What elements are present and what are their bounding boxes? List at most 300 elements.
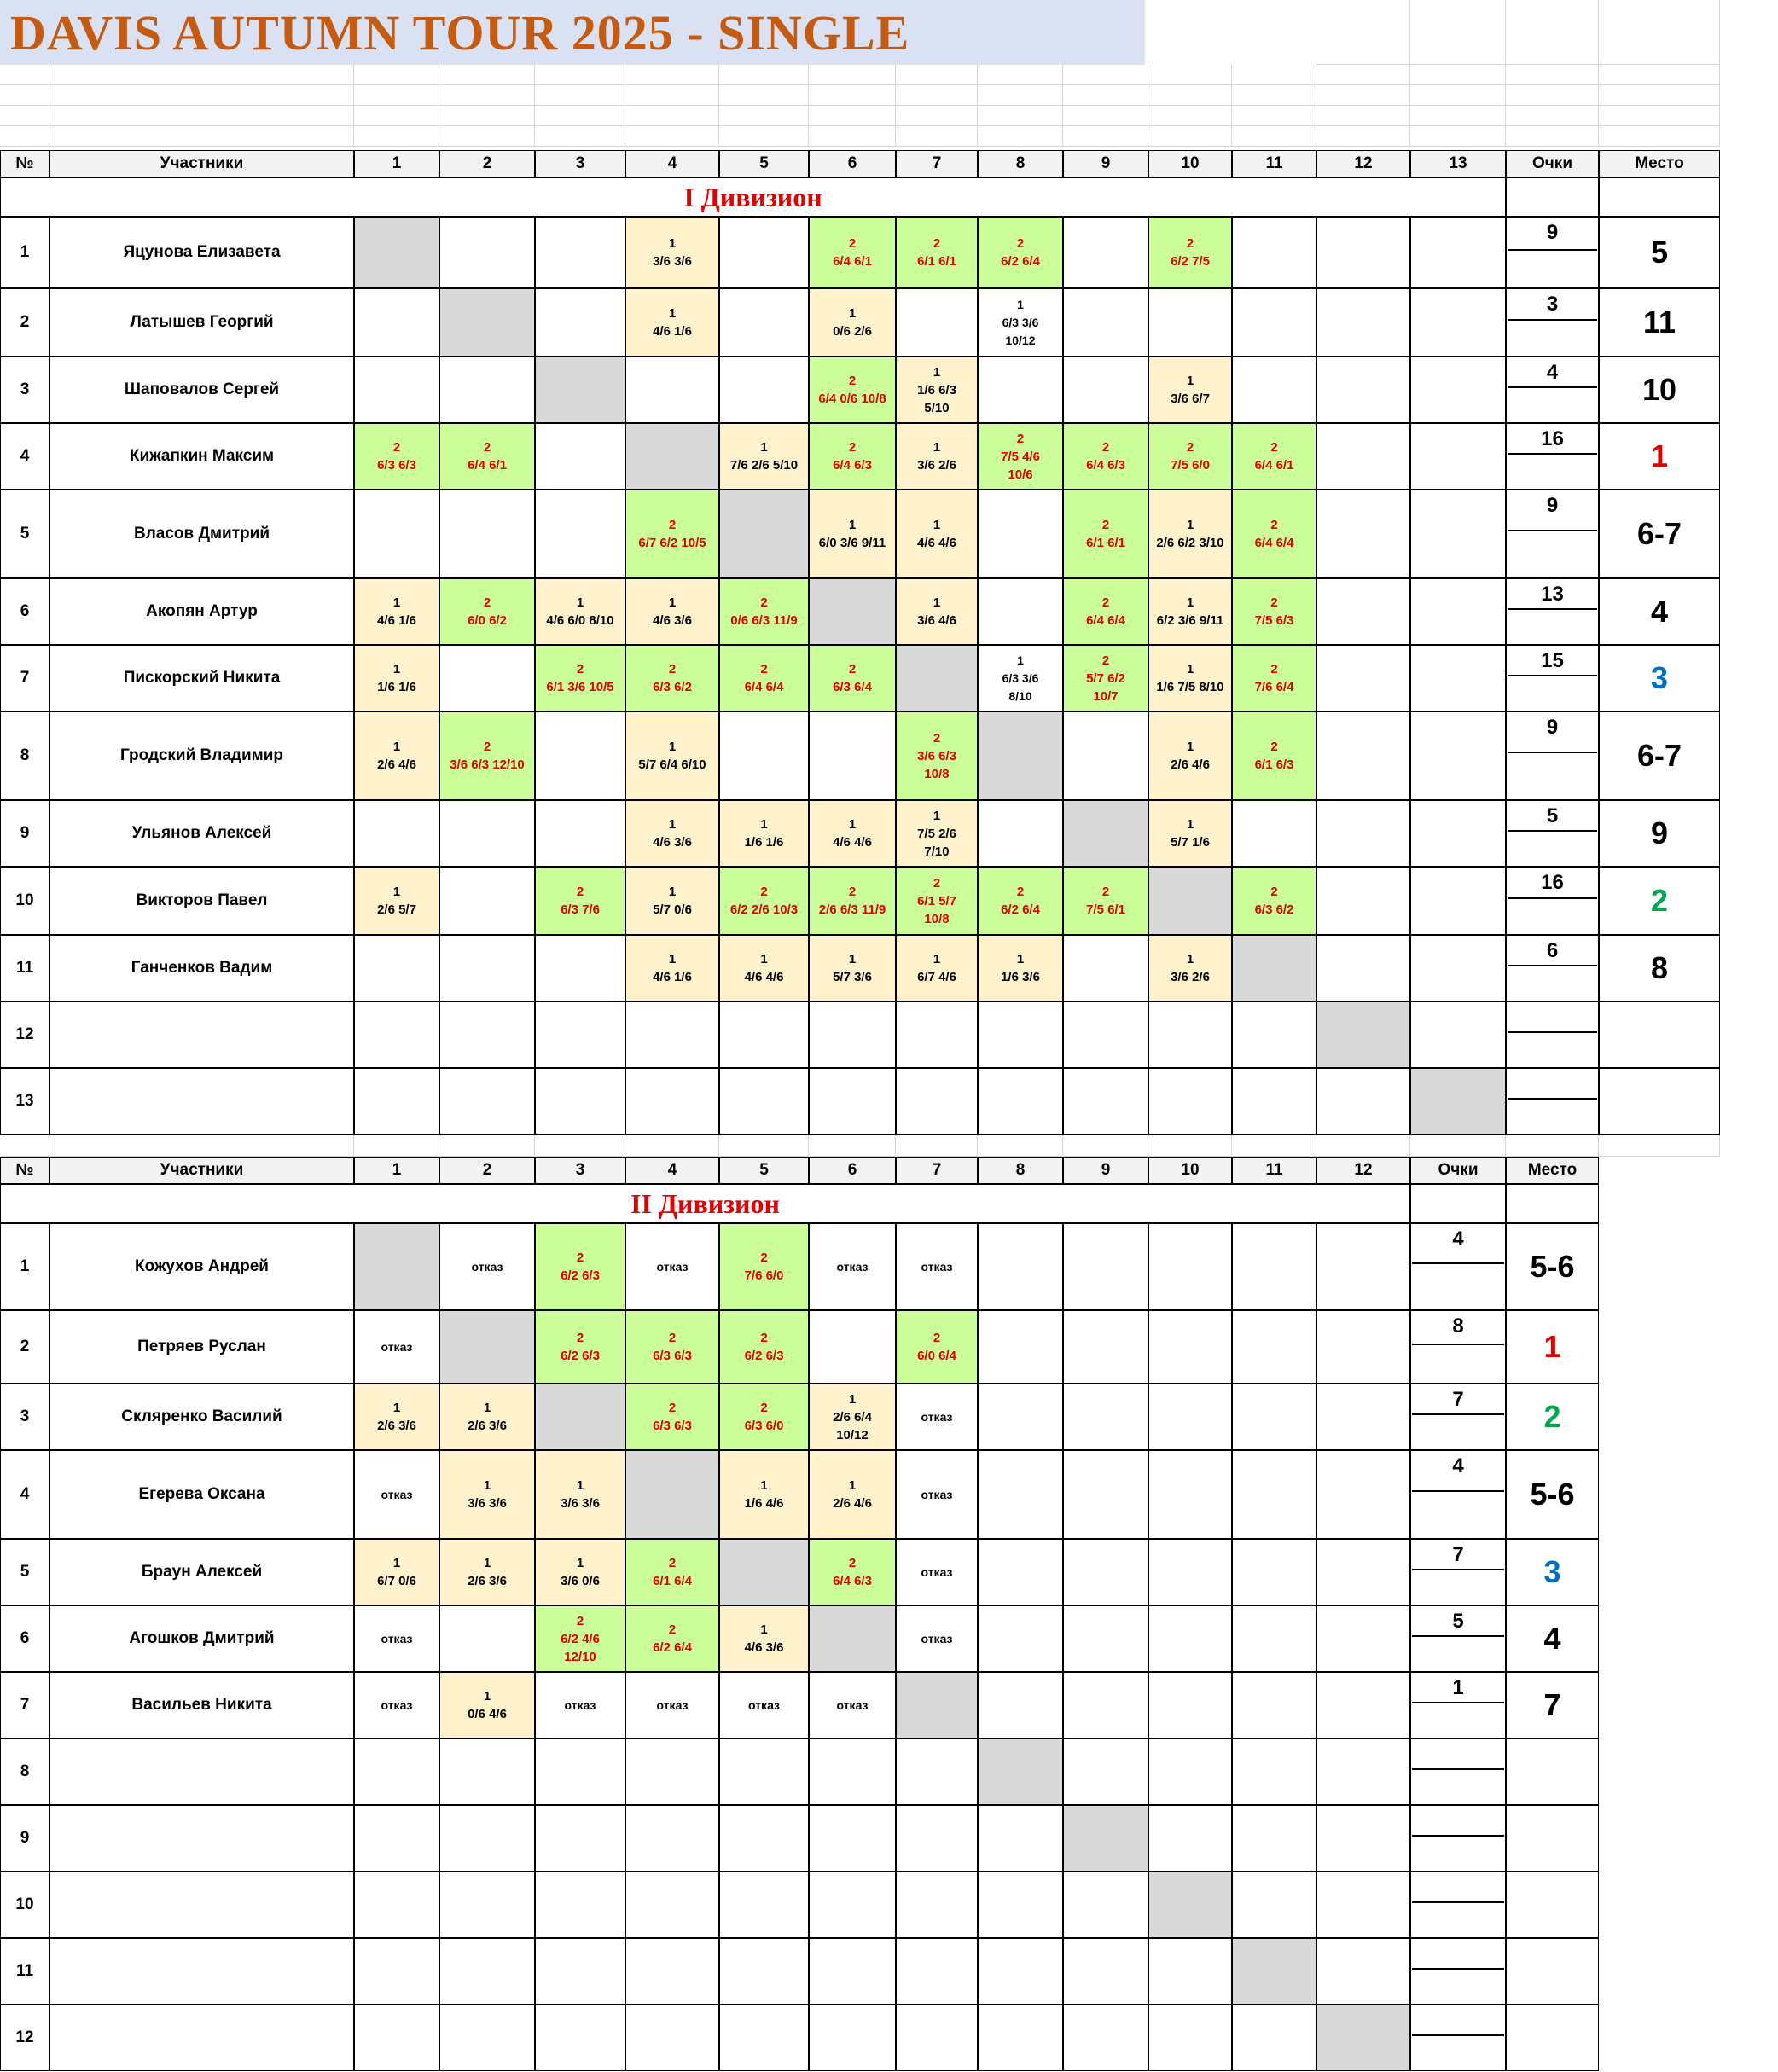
empty-cell[interactable] bbox=[1316, 578, 1410, 645]
empty-cell[interactable] bbox=[978, 1310, 1063, 1384]
empty-cell[interactable] bbox=[896, 2005, 978, 2071]
grid-cell[interactable] bbox=[1232, 85, 1316, 106]
match-result-cell[interactable] bbox=[809, 423, 896, 490]
match-result-cell[interactable] bbox=[896, 711, 978, 800]
empty-cell[interactable] bbox=[719, 1938, 809, 2005]
empty-cell[interactable] bbox=[1063, 288, 1148, 357]
match-result-cell[interactable] bbox=[535, 867, 625, 935]
empty-cell[interactable] bbox=[439, 357, 535, 423]
empty-cell[interactable] bbox=[625, 1738, 719, 1805]
grid-cell[interactable] bbox=[354, 85, 439, 106]
grid-cell[interactable] bbox=[1148, 126, 1232, 147]
grid-cell[interactable] bbox=[1410, 85, 1506, 106]
walkover-cell[interactable]: отказ bbox=[896, 1450, 978, 1539]
match-result-cell[interactable] bbox=[809, 645, 896, 711]
match-result-cell[interactable] bbox=[1232, 867, 1316, 935]
match-result-cell[interactable] bbox=[354, 1539, 439, 1605]
match-result-cell[interactable] bbox=[1148, 217, 1232, 288]
match-result-cell[interactable] bbox=[1063, 645, 1148, 711]
grid-cell[interactable] bbox=[978, 1135, 1063, 1157]
empty-cell[interactable] bbox=[535, 217, 625, 288]
match-result-cell[interactable] bbox=[439, 1672, 535, 1738]
match-result-cell[interactable] bbox=[809, 867, 896, 935]
empty-cell[interactable] bbox=[1148, 1068, 1232, 1135]
empty-cell[interactable] bbox=[978, 1938, 1063, 2005]
grid-cell[interactable] bbox=[49, 85, 354, 106]
grid-cell[interactable] bbox=[1506, 106, 1599, 126]
grid-cell[interactable] bbox=[0, 126, 49, 147]
empty-cell[interactable] bbox=[1232, 1539, 1316, 1605]
empty-cell[interactable] bbox=[1063, 711, 1148, 800]
empty-cell[interactable] bbox=[1063, 1223, 1148, 1310]
empty-cell[interactable] bbox=[1232, 1310, 1316, 1384]
grid-cell[interactable] bbox=[439, 85, 535, 106]
grid-cell[interactable] bbox=[354, 106, 439, 126]
grid-cell[interactable] bbox=[1316, 106, 1410, 126]
empty-cell[interactable] bbox=[1316, 1605, 1410, 1672]
empty-cell[interactable] bbox=[354, 357, 439, 423]
empty-cell[interactable] bbox=[978, 1450, 1063, 1539]
empty-cell[interactable] bbox=[1410, 645, 1506, 711]
match-result-cell[interactable] bbox=[896, 1310, 978, 1384]
empty-cell[interactable] bbox=[439, 2005, 535, 2071]
empty-cell[interactable] bbox=[1316, 800, 1410, 867]
match-result-cell[interactable] bbox=[1232, 490, 1316, 578]
empty-cell[interactable] bbox=[1232, 1450, 1316, 1539]
match-result-cell[interactable] bbox=[1063, 578, 1148, 645]
match-result-cell[interactable] bbox=[439, 1384, 535, 1450]
empty-cell[interactable] bbox=[354, 1938, 439, 2005]
empty-cell[interactable] bbox=[1232, 1605, 1316, 1672]
match-result-cell[interactable] bbox=[719, 935, 809, 1001]
grid-cell[interactable] bbox=[354, 65, 439, 85]
walkover-cell[interactable]: отказ bbox=[896, 1539, 978, 1605]
walkover-cell[interactable]: отказ bbox=[896, 1223, 978, 1310]
empty-cell[interactable] bbox=[1232, 1672, 1316, 1738]
empty-cell[interactable] bbox=[978, 1605, 1063, 1672]
empty-cell[interactable] bbox=[354, 2005, 439, 2071]
empty-cell[interactable] bbox=[1063, 2005, 1148, 2071]
empty-cell[interactable] bbox=[1148, 1605, 1232, 1672]
empty-cell[interactable] bbox=[439, 1938, 535, 2005]
empty-cell[interactable] bbox=[896, 1738, 978, 1805]
empty-cell[interactable] bbox=[809, 1872, 896, 1938]
grid-cell[interactable] bbox=[354, 126, 439, 147]
grid-cell[interactable] bbox=[1599, 126, 1720, 147]
empty-cell[interactable] bbox=[625, 1068, 719, 1135]
empty-cell[interactable] bbox=[625, 1872, 719, 1938]
empty-cell[interactable] bbox=[978, 1068, 1063, 1135]
empty-cell[interactable] bbox=[354, 1001, 439, 1068]
grid-cell[interactable] bbox=[896, 106, 978, 126]
walkover-cell[interactable]: отказ bbox=[439, 1223, 535, 1310]
grid-cell[interactable] bbox=[1316, 126, 1410, 147]
grid-cell[interactable] bbox=[1410, 126, 1506, 147]
grid-cell[interactable] bbox=[0, 106, 49, 126]
grid-cell[interactable] bbox=[625, 1135, 719, 1157]
empty-cell[interactable] bbox=[1148, 1384, 1232, 1450]
match-result-cell[interactable] bbox=[896, 490, 978, 578]
walkover-cell[interactable]: отказ bbox=[809, 1223, 896, 1310]
grid-cell[interactable] bbox=[809, 106, 896, 126]
match-result-cell[interactable] bbox=[809, 217, 896, 288]
match-result-cell[interactable] bbox=[719, 800, 809, 867]
match-result-cell[interactable] bbox=[719, 423, 809, 490]
empty-cell[interactable] bbox=[1148, 288, 1232, 357]
grid-cell[interactable] bbox=[1232, 126, 1316, 147]
grid-cell[interactable] bbox=[1148, 106, 1232, 126]
empty-cell[interactable] bbox=[1232, 217, 1316, 288]
empty-cell[interactable] bbox=[535, 1738, 625, 1805]
match-result-cell[interactable] bbox=[625, 1539, 719, 1605]
grid-cell[interactable] bbox=[1148, 65, 1232, 85]
match-result-cell[interactable] bbox=[439, 423, 535, 490]
empty-cell[interactable] bbox=[896, 1805, 978, 1872]
match-result-cell[interactable] bbox=[625, 490, 719, 578]
grid-cell[interactable] bbox=[625, 65, 719, 85]
match-result-cell[interactable] bbox=[535, 1310, 625, 1384]
empty-cell[interactable] bbox=[978, 357, 1063, 423]
empty-cell[interactable] bbox=[1063, 1605, 1148, 1672]
empty-cell[interactable] bbox=[1232, 357, 1316, 423]
empty-cell[interactable] bbox=[1410, 288, 1506, 357]
empty-cell[interactable] bbox=[719, 2005, 809, 2071]
empty-cell[interactable] bbox=[439, 1068, 535, 1135]
empty-cell[interactable] bbox=[719, 288, 809, 357]
empty-cell[interactable] bbox=[978, 2005, 1063, 2071]
empty-cell[interactable] bbox=[896, 1068, 978, 1135]
grid-cell[interactable] bbox=[809, 85, 896, 106]
grid-cell[interactable] bbox=[1599, 65, 1720, 85]
match-result-cell[interactable] bbox=[809, 490, 896, 578]
walkover-cell[interactable]: отказ bbox=[354, 1605, 439, 1672]
empty-cell[interactable] bbox=[809, 1001, 896, 1068]
grid-cell[interactable] bbox=[719, 126, 809, 147]
walkover-cell[interactable]: отказ bbox=[354, 1450, 439, 1539]
match-result-cell[interactable] bbox=[809, 1539, 896, 1605]
match-result-cell[interactable] bbox=[1148, 711, 1232, 800]
grid-cell[interactable] bbox=[1410, 0, 1506, 65]
grid-cell[interactable] bbox=[1063, 126, 1148, 147]
grid-cell[interactable] bbox=[1410, 65, 1506, 85]
empty-cell[interactable] bbox=[1148, 1672, 1232, 1738]
grid-cell[interactable] bbox=[719, 1135, 809, 1157]
match-result-cell[interactable] bbox=[1063, 423, 1148, 490]
match-result-cell[interactable] bbox=[625, 867, 719, 935]
match-result-cell[interactable] bbox=[896, 935, 978, 1001]
empty-cell[interactable] bbox=[1063, 1068, 1148, 1135]
grid-cell[interactable] bbox=[978, 65, 1063, 85]
grid-cell[interactable] bbox=[49, 106, 354, 126]
empty-cell[interactable] bbox=[1148, 1938, 1232, 2005]
match-result-cell[interactable] bbox=[809, 1384, 896, 1450]
empty-cell[interactable] bbox=[354, 1805, 439, 1872]
empty-cell[interactable] bbox=[1063, 1938, 1148, 2005]
empty-cell[interactable] bbox=[809, 711, 896, 800]
empty-cell[interactable] bbox=[1232, 1805, 1316, 1872]
empty-cell[interactable] bbox=[1316, 1872, 1410, 1938]
empty-cell[interactable] bbox=[719, 1001, 809, 1068]
match-result-cell[interactable] bbox=[809, 800, 896, 867]
empty-cell[interactable] bbox=[719, 357, 809, 423]
empty-cell[interactable] bbox=[719, 711, 809, 800]
empty-cell[interactable] bbox=[1063, 1539, 1148, 1605]
grid-cell[interactable] bbox=[809, 1135, 896, 1157]
grid-cell[interactable] bbox=[1599, 106, 1720, 126]
empty-cell[interactable] bbox=[1410, 867, 1506, 935]
empty-cell[interactable] bbox=[1316, 1223, 1410, 1310]
empty-cell[interactable] bbox=[809, 1805, 896, 1872]
empty-cell[interactable] bbox=[896, 1872, 978, 1938]
empty-cell[interactable] bbox=[1232, 1001, 1316, 1068]
grid-cell[interactable] bbox=[439, 126, 535, 147]
grid-cell[interactable] bbox=[896, 65, 978, 85]
empty-cell[interactable] bbox=[1316, 935, 1410, 1001]
empty-cell[interactable] bbox=[1063, 1001, 1148, 1068]
grid-cell[interactable] bbox=[1316, 85, 1410, 106]
empty-cell[interactable] bbox=[1063, 1310, 1148, 1384]
empty-cell[interactable] bbox=[354, 490, 439, 578]
empty-cell[interactable] bbox=[1148, 1310, 1232, 1384]
match-result-cell[interactable] bbox=[978, 645, 1063, 711]
match-result-cell[interactable] bbox=[625, 711, 719, 800]
match-result-cell[interactable] bbox=[1232, 423, 1316, 490]
match-result-cell[interactable] bbox=[1148, 423, 1232, 490]
grid-cell[interactable] bbox=[719, 65, 809, 85]
grid-cell[interactable] bbox=[49, 126, 354, 147]
empty-cell[interactable] bbox=[978, 1384, 1063, 1450]
grid-cell[interactable] bbox=[1599, 0, 1720, 65]
match-result-cell[interactable] bbox=[354, 645, 439, 711]
match-result-cell[interactable] bbox=[625, 1605, 719, 1672]
empty-cell[interactable] bbox=[1148, 1450, 1232, 1539]
grid-cell[interactable] bbox=[439, 1135, 535, 1157]
empty-cell[interactable] bbox=[439, 1001, 535, 1068]
empty-cell[interactable] bbox=[535, 2005, 625, 2071]
grid-cell[interactable] bbox=[1599, 85, 1720, 106]
empty-cell[interactable] bbox=[809, 1310, 896, 1384]
empty-cell[interactable] bbox=[1148, 2005, 1232, 2071]
grid-cell[interactable] bbox=[535, 85, 625, 106]
empty-cell[interactable] bbox=[625, 357, 719, 423]
grid-cell[interactable] bbox=[978, 106, 1063, 126]
empty-cell[interactable] bbox=[1410, 357, 1506, 423]
match-result-cell[interactable] bbox=[535, 1539, 625, 1605]
grid-cell[interactable] bbox=[535, 1135, 625, 1157]
empty-cell[interactable] bbox=[1316, 1384, 1410, 1450]
match-result-cell[interactable] bbox=[809, 935, 896, 1001]
empty-cell[interactable] bbox=[719, 1738, 809, 1805]
grid-cell[interactable] bbox=[1316, 1135, 1410, 1157]
empty-cell[interactable] bbox=[535, 288, 625, 357]
match-result-cell[interactable] bbox=[896, 217, 978, 288]
match-result-cell[interactable] bbox=[354, 867, 439, 935]
match-result-cell[interactable] bbox=[1148, 490, 1232, 578]
grid-cell[interactable] bbox=[896, 85, 978, 106]
match-result-cell[interactable] bbox=[625, 645, 719, 711]
match-result-cell[interactable] bbox=[1232, 578, 1316, 645]
grid-cell[interactable] bbox=[719, 106, 809, 126]
grid-cell[interactable] bbox=[978, 126, 1063, 147]
empty-cell[interactable] bbox=[625, 1938, 719, 2005]
empty-cell[interactable] bbox=[535, 490, 625, 578]
empty-cell[interactable] bbox=[896, 1001, 978, 1068]
grid-cell[interactable] bbox=[1506, 85, 1599, 106]
grid-cell[interactable] bbox=[535, 65, 625, 85]
empty-cell[interactable] bbox=[439, 645, 535, 711]
empty-cell[interactable] bbox=[1148, 1001, 1232, 1068]
empty-cell[interactable] bbox=[1232, 1384, 1316, 1450]
empty-cell[interactable] bbox=[354, 1872, 439, 1938]
grid-cell[interactable] bbox=[1506, 126, 1599, 147]
empty-cell[interactable] bbox=[1232, 1872, 1316, 1938]
walkover-cell[interactable]: отказ bbox=[625, 1672, 719, 1738]
grid-cell[interactable] bbox=[0, 65, 49, 85]
match-result-cell[interactable] bbox=[978, 423, 1063, 490]
grid-cell[interactable] bbox=[896, 1135, 978, 1157]
empty-cell[interactable] bbox=[1316, 1738, 1410, 1805]
empty-cell[interactable] bbox=[439, 490, 535, 578]
match-result-cell[interactable] bbox=[809, 357, 896, 423]
grid-cell[interactable] bbox=[896, 126, 978, 147]
match-result-cell[interactable] bbox=[354, 711, 439, 800]
match-result-cell[interactable] bbox=[719, 1450, 809, 1539]
empty-cell[interactable] bbox=[439, 217, 535, 288]
empty-cell[interactable] bbox=[354, 1068, 439, 1135]
empty-cell[interactable] bbox=[719, 217, 809, 288]
grid-cell[interactable] bbox=[1232, 1135, 1316, 1157]
match-result-cell[interactable] bbox=[809, 1450, 896, 1539]
match-result-cell[interactable] bbox=[625, 935, 719, 1001]
empty-cell[interactable] bbox=[535, 1001, 625, 1068]
empty-cell[interactable] bbox=[1232, 1068, 1316, 1135]
walkover-cell[interactable]: отказ bbox=[896, 1605, 978, 1672]
match-result-cell[interactable] bbox=[1063, 490, 1148, 578]
empty-cell[interactable] bbox=[978, 578, 1063, 645]
empty-cell[interactable] bbox=[978, 1539, 1063, 1605]
empty-cell[interactable] bbox=[809, 2005, 896, 2071]
match-result-cell[interactable] bbox=[354, 1384, 439, 1450]
empty-cell[interactable] bbox=[896, 1938, 978, 2005]
walkover-cell[interactable]: отказ bbox=[896, 1384, 978, 1450]
match-result-cell[interactable] bbox=[1232, 645, 1316, 711]
match-result-cell[interactable] bbox=[719, 578, 809, 645]
empty-cell[interactable] bbox=[719, 1805, 809, 1872]
match-result-cell[interactable] bbox=[1148, 935, 1232, 1001]
empty-cell[interactable] bbox=[1316, 1450, 1410, 1539]
empty-cell[interactable] bbox=[535, 423, 625, 490]
grid-cell[interactable] bbox=[1506, 1135, 1599, 1157]
match-result-cell[interactable] bbox=[439, 711, 535, 800]
empty-cell[interactable] bbox=[535, 711, 625, 800]
empty-cell[interactable] bbox=[1316, 867, 1410, 935]
empty-cell[interactable] bbox=[978, 800, 1063, 867]
empty-cell[interactable] bbox=[1316, 1672, 1410, 1738]
empty-cell[interactable] bbox=[1316, 490, 1410, 578]
empty-cell[interactable] bbox=[625, 2005, 719, 2071]
match-result-cell[interactable] bbox=[896, 578, 978, 645]
match-result-cell[interactable] bbox=[625, 1384, 719, 1450]
grid-cell[interactable] bbox=[625, 106, 719, 126]
match-result-cell[interactable] bbox=[1148, 645, 1232, 711]
grid-cell[interactable] bbox=[49, 1135, 354, 1157]
empty-cell[interactable] bbox=[809, 1068, 896, 1135]
empty-cell[interactable] bbox=[1063, 217, 1148, 288]
empty-cell[interactable] bbox=[1316, 1805, 1410, 1872]
empty-cell[interactable] bbox=[625, 1001, 719, 1068]
match-result-cell[interactable] bbox=[896, 423, 978, 490]
grid-cell[interactable] bbox=[1063, 106, 1148, 126]
walkover-cell[interactable]: отказ bbox=[354, 1310, 439, 1384]
empty-cell[interactable] bbox=[439, 1872, 535, 1938]
match-result-cell[interactable] bbox=[439, 1539, 535, 1605]
empty-cell[interactable] bbox=[354, 935, 439, 1001]
empty-cell[interactable] bbox=[809, 1938, 896, 2005]
empty-cell[interactable] bbox=[439, 800, 535, 867]
empty-cell[interactable] bbox=[1063, 1872, 1148, 1938]
empty-cell[interactable] bbox=[1148, 1805, 1232, 1872]
match-result-cell[interactable] bbox=[896, 800, 978, 867]
empty-cell[interactable] bbox=[1232, 800, 1316, 867]
match-result-cell[interactable] bbox=[535, 1223, 625, 1310]
grid-cell[interactable] bbox=[1148, 1135, 1232, 1157]
empty-cell[interactable] bbox=[978, 1001, 1063, 1068]
empty-cell[interactable] bbox=[1316, 217, 1410, 288]
match-result-cell[interactable] bbox=[978, 867, 1063, 935]
match-result-cell[interactable] bbox=[439, 578, 535, 645]
grid-cell[interactable] bbox=[1316, 0, 1410, 65]
empty-cell[interactable] bbox=[1410, 423, 1506, 490]
empty-cell[interactable] bbox=[1063, 1738, 1148, 1805]
empty-cell[interactable] bbox=[1316, 1539, 1410, 1605]
grid-cell[interactable] bbox=[0, 85, 49, 106]
empty-cell[interactable] bbox=[1316, 1310, 1410, 1384]
match-result-cell[interactable] bbox=[625, 288, 719, 357]
empty-cell[interactable] bbox=[809, 1738, 896, 1805]
walkover-cell[interactable]: отказ bbox=[625, 1223, 719, 1310]
empty-cell[interactable] bbox=[978, 1223, 1063, 1310]
empty-cell[interactable] bbox=[1232, 2005, 1316, 2071]
match-result-cell[interactable] bbox=[1148, 578, 1232, 645]
match-result-cell[interactable] bbox=[719, 645, 809, 711]
walkover-cell[interactable]: отказ bbox=[535, 1672, 625, 1738]
empty-cell[interactable] bbox=[978, 1672, 1063, 1738]
empty-cell[interactable] bbox=[1232, 1738, 1316, 1805]
empty-cell[interactable] bbox=[535, 800, 625, 867]
grid-cell[interactable] bbox=[1506, 0, 1599, 65]
empty-cell[interactable] bbox=[1410, 1001, 1506, 1068]
empty-cell[interactable] bbox=[1232, 1223, 1316, 1310]
grid-cell[interactable] bbox=[439, 65, 535, 85]
match-result-cell[interactable] bbox=[1232, 711, 1316, 800]
empty-cell[interactable] bbox=[1316, 645, 1410, 711]
match-result-cell[interactable] bbox=[535, 645, 625, 711]
empty-cell[interactable] bbox=[1410, 578, 1506, 645]
match-result-cell[interactable] bbox=[1148, 800, 1232, 867]
grid-cell[interactable] bbox=[1063, 85, 1148, 106]
empty-cell[interactable] bbox=[439, 1605, 535, 1672]
empty-cell[interactable] bbox=[439, 935, 535, 1001]
match-result-cell[interactable] bbox=[625, 800, 719, 867]
grid-cell[interactable] bbox=[809, 126, 896, 147]
empty-cell[interactable] bbox=[1063, 1672, 1148, 1738]
grid-cell[interactable] bbox=[1599, 1135, 1720, 1157]
empty-cell[interactable] bbox=[719, 1872, 809, 1938]
empty-cell[interactable] bbox=[439, 867, 535, 935]
empty-cell[interactable] bbox=[1316, 357, 1410, 423]
empty-cell[interactable] bbox=[535, 1805, 625, 1872]
empty-cell[interactable] bbox=[1316, 288, 1410, 357]
